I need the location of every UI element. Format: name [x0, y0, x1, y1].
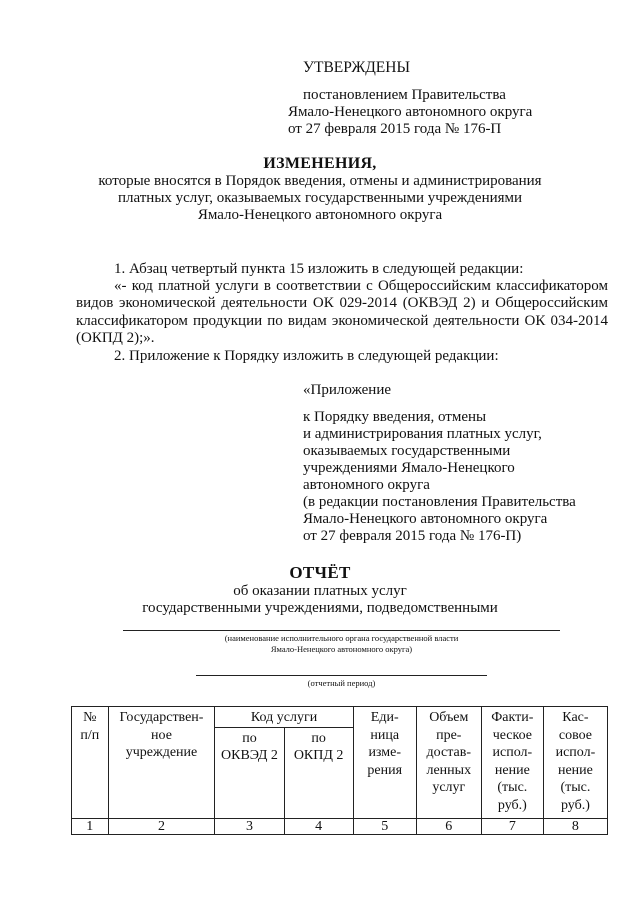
- header-okved: по ОКВЭД 2: [215, 727, 284, 818]
- approval-line-1: постановлением Правительства: [303, 87, 506, 103]
- authority-caption-2: Ямало-Ненецкого автономного округа): [270, 644, 413, 654]
- header-code-group: Код услуги: [215, 707, 353, 728]
- approval-title: УТВЕРЖДЕНЫ: [303, 59, 410, 76]
- header-volume: Объем пре- достав- ленных услуг: [416, 707, 481, 819]
- header-actual: Факти- ческое испол- нение (тыс. руб.): [481, 707, 543, 819]
- changes-subtitle-2: платных услуг, оказываемых государственными учреждениями: [117, 190, 523, 206]
- header-okpd: по ОКПД 2: [284, 727, 353, 818]
- period-blank-line: [196, 675, 487, 676]
- report-heading: ОТЧЁТ: [289, 563, 351, 582]
- header-institution: Государствен- ное учреждение: [108, 707, 215, 819]
- number-cell: 4: [284, 818, 353, 834]
- changes-subtitle-3: Ямало-Ненецкого автономного округа: [197, 207, 443, 223]
- report-subtitle-2: государственными учреждениями, подведомственными: [142, 600, 498, 616]
- appendix-title: «Приложение: [303, 382, 392, 398]
- appendix-line-7: Ямало-Ненецкого автономного округа: [303, 511, 548, 527]
- number-cell: 5: [353, 818, 416, 834]
- number-cell: 8: [543, 818, 607, 834]
- body-item-2: 2. Приложение к Порядку изложить в следующей редакции:: [114, 348, 499, 364]
- authority-blank-line: [123, 630, 560, 631]
- body-quote: «- код платной услуги в соответствии с Общероссийским классификатором видов экономической деятельности ОК 029-2014 (ОКВЭД 2) и Общероссийским классификатором продукции по видам экономической деятельности ОК 034-2014 (ОКПД 2);».: [76, 278, 608, 347]
- appendix-line-3: оказываемых государственными: [303, 443, 511, 459]
- appendix-line-6: (в редакции постановления Правительства: [303, 494, 576, 510]
- authority-caption-1: (наименование исполнительного органа государственной власти: [224, 633, 459, 643]
- report-subtitle-1: об оказании платных услуг: [233, 583, 407, 599]
- number-cell: 7: [481, 818, 543, 834]
- period-caption: (отчетный период): [307, 678, 376, 688]
- changes-subtitle-1: которые вносятся в Порядок введения, отмены и администрирования: [98, 173, 542, 189]
- table-number-row: [72, 818, 608, 834]
- table-header-row: [72, 707, 608, 728]
- body-item-1: 1. Абзац четвертый пункта 15 изложить в следующей редакции:: [114, 261, 524, 277]
- number-cell: 6: [416, 818, 481, 834]
- header-cash: Кас- совое испол- нение (тыс. руб.): [543, 707, 607, 819]
- appendix-line-1: к Порядку введения, отмены: [303, 409, 487, 425]
- header-unit: Еди- ница изме- рения: [353, 707, 416, 819]
- appendix-line-8: от 27 февраля 2015 года № 176-П): [303, 528, 522, 544]
- appendix-line-2: и администрирования платных услуг,: [303, 426, 542, 442]
- approval-line-2: Ямало-Ненецкого автономного округа: [288, 104, 533, 120]
- report-table: [71, 706, 608, 835]
- number-cell: 3: [215, 818, 284, 834]
- approval-line-3: от 27 февраля 2015 года № 176-П: [288, 121, 502, 137]
- appendix-line-5: автономного округа: [303, 477, 430, 493]
- appendix-line-4: учреждениями Ямало-Ненецкого: [303, 460, 515, 476]
- number-cell: 2: [108, 818, 215, 834]
- number-cell: 1: [72, 818, 109, 834]
- header-num: № п/п: [72, 707, 109, 819]
- changes-heading: ИЗМЕНЕНИЯ,: [263, 155, 377, 172]
